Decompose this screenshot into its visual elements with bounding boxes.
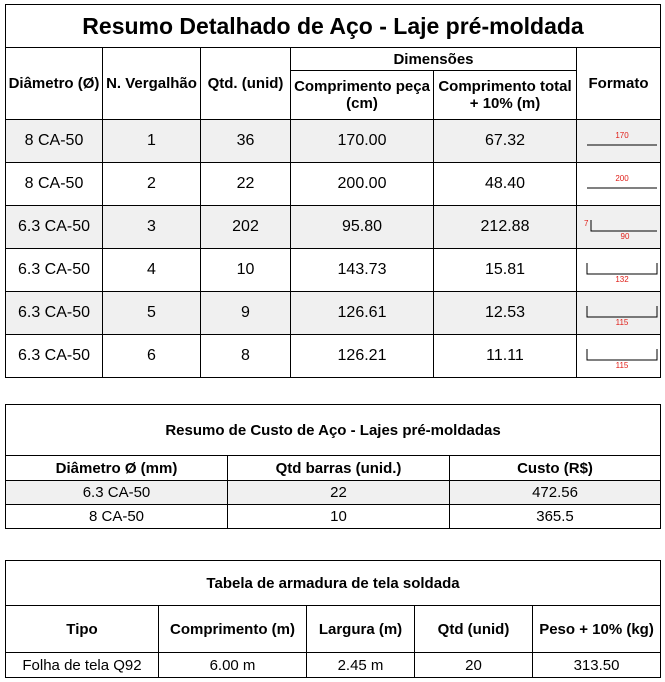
cell-diameter: 8 CA-50	[6, 163, 103, 206]
cell-diameter: 6.3 CA-50	[6, 335, 103, 378]
bar-shape-drawing	[583, 343, 661, 369]
bar-shape-drawing	[583, 214, 661, 240]
bar-shape-drawing	[583, 128, 661, 154]
header-total-length: Comprimento total + 10% (m)	[434, 71, 577, 120]
cell-piece-length: 95.80	[291, 206, 434, 249]
header-quantity: Qtd. (unid)	[201, 48, 291, 120]
mesh-cell-qty: 20	[415, 653, 533, 678]
cell-diameter: 6.3 CA-50	[6, 292, 103, 335]
header-diameter: Diâmetro (Ø)	[6, 48, 103, 120]
cost-summary-table	[5, 404, 661, 529]
mesh-header-type: Tipo	[6, 606, 159, 653]
table-row	[6, 653, 661, 678]
bar-shape-drawing	[583, 257, 661, 283]
cell-format	[577, 292, 661, 335]
mesh-cell-type: Folha de tela Q92	[6, 653, 159, 678]
table-row	[6, 505, 661, 529]
cell-bar-number: 2	[103, 163, 201, 206]
bar-shape-line	[587, 263, 657, 274]
cell-diameter: 8 CA-50	[6, 120, 103, 163]
mesh-title: Tabela de armadura de tela soldada	[6, 561, 661, 606]
header-piece-length: Comprimento peça (cm)	[291, 71, 434, 120]
mesh-cell-weight: 313.50	[533, 653, 661, 678]
mesh-header-weight: Peso + 10% (kg)	[533, 606, 661, 653]
bar-shape-line	[587, 306, 657, 317]
cell-total-length: 12.53	[434, 292, 577, 335]
cost-header-diameter: Diâmetro Ø (mm)	[6, 456, 228, 481]
cost-header-cost: Custo (R$)	[450, 456, 661, 481]
cell-total-length: 48.40	[434, 163, 577, 206]
cell-piece-length: 126.61	[291, 292, 434, 335]
dimension-label: 170	[615, 131, 629, 140]
header-dimensions: Dimensões	[291, 48, 577, 71]
table-row	[6, 335, 661, 378]
cell-bar-number: 6	[103, 335, 201, 378]
table-row	[6, 206, 661, 249]
cost-cell-bars: 22	[228, 481, 450, 505]
cell-quantity: 36	[201, 120, 291, 163]
cell-bar-number: 1	[103, 120, 201, 163]
mesh-header-length: Comprimento (m)	[159, 606, 307, 653]
dimension-label: 200	[615, 174, 629, 183]
cell-total-length: 212.88	[434, 206, 577, 249]
cell-format	[577, 206, 661, 249]
cell-total-length: 15.81	[434, 249, 577, 292]
cell-format	[577, 163, 661, 206]
cell-total-length: 11.11	[434, 335, 577, 378]
mesh-cell-length: 6.00 m	[159, 653, 307, 678]
cost-cell-diameter: 6.3 CA-50	[6, 481, 228, 505]
header-format: Formato	[577, 48, 661, 120]
cost-header-bars: Qtd barras (unid.)	[228, 456, 450, 481]
cell-total-length: 67.32	[434, 120, 577, 163]
cost-cell-cost: 365.5	[450, 505, 661, 529]
dimension-label: 90	[620, 232, 630, 240]
cell-quantity: 10	[201, 249, 291, 292]
cell-bar-number: 3	[103, 206, 201, 249]
bar-shape-drawing	[583, 171, 661, 197]
cell-bar-number: 5	[103, 292, 201, 335]
dimension-side-label: 7	[584, 219, 589, 228]
table-row	[6, 163, 661, 206]
cell-quantity: 202	[201, 206, 291, 249]
cell-bar-number: 4	[103, 249, 201, 292]
bar-shape-drawing	[583, 300, 661, 326]
mesh-header-width: Largura (m)	[307, 606, 415, 653]
cell-format	[577, 249, 661, 292]
cell-piece-length: 200.00	[291, 163, 434, 206]
cell-quantity: 9	[201, 292, 291, 335]
table-row	[6, 249, 661, 292]
steel-detail-title: Resumo Detalhado de Aço - Laje pré-moldada	[6, 5, 661, 48]
dimension-label: 132	[615, 275, 629, 283]
header-bar-number: N. Vergalhão	[103, 48, 201, 120]
cell-diameter: 6.3 CA-50	[6, 249, 103, 292]
cell-piece-length: 126.21	[291, 335, 434, 378]
dimension-label: 115	[615, 361, 629, 369]
bar-shape-line	[587, 349, 657, 360]
cell-format	[577, 120, 661, 163]
cost-cell-cost: 472.56	[450, 481, 661, 505]
cell-quantity: 22	[201, 163, 291, 206]
cell-diameter: 6.3 CA-50	[6, 206, 103, 249]
mesh-header-qty: Qtd (unid)	[415, 606, 533, 653]
dimension-label: 115	[615, 318, 629, 326]
table-row	[6, 481, 661, 505]
table-row	[6, 292, 661, 335]
cell-quantity: 8	[201, 335, 291, 378]
mesh-cell-width: 2.45 m	[307, 653, 415, 678]
cell-piece-length: 170.00	[291, 120, 434, 163]
bar-shape-line	[591, 220, 657, 231]
mesh-table	[5, 560, 661, 678]
steel-detail-table	[5, 4, 661, 378]
cell-piece-length: 143.73	[291, 249, 434, 292]
table-row	[6, 120, 661, 163]
cell-format	[577, 335, 661, 378]
cost-cell-bars: 10	[228, 505, 450, 529]
cost-cell-diameter: 8 CA-50	[6, 505, 228, 529]
cost-summary-title: Resumo de Custo de Aço - Lajes pré-moldadas	[6, 405, 661, 456]
